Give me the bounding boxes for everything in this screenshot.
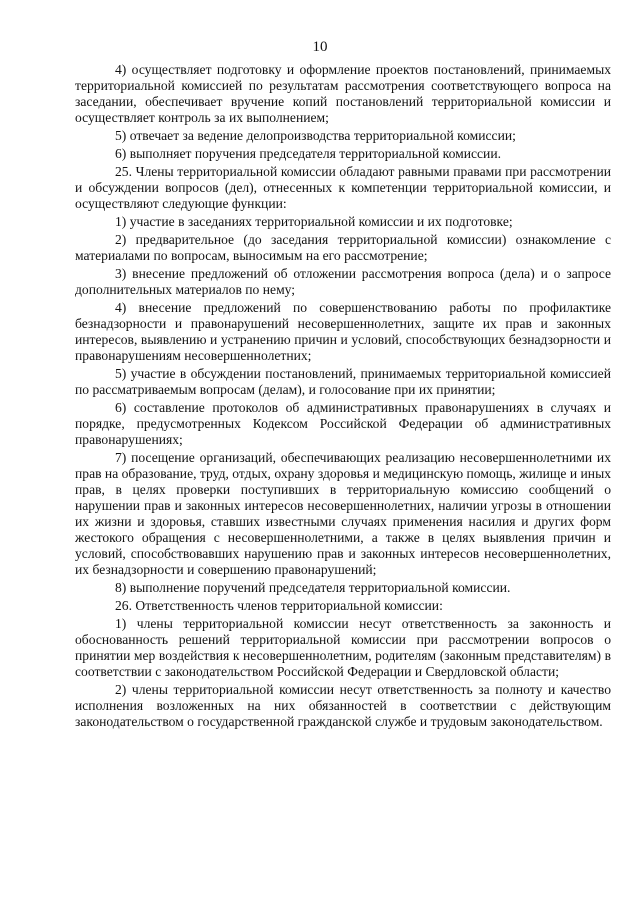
paragraph: 4) внесение предложений по совершенствованию работы по профилактике безнадзорности и правонарушений несовершеннолетних, защите их прав и законных интересов, выявлению и устранению причин и условий, способствующих безнадзорности и правонарушениям несовершеннолетних; — [75, 300, 611, 363]
paragraph: 5) отвечает за ведение делопроизводства территориальной комиссии; — [115, 128, 516, 143]
paragraph: 1) члены территориальной комиссии несут ответственность за законность и обоснованность решений территориальной комиссии при рассмотрении вопросов о принятии мер воздействия к несовершеннолетним, родителям (законным представителям) в соответствии с законодательством Российской Федерации и Свердловской области; — [75, 616, 611, 679]
paragraph: 6) выполняет поручения председателя территориальной комиссии. — [115, 146, 502, 161]
paragraph: 6) составление протоколов об административных правонарушениях в случаях и порядке, предусмотренных Кодексом Российской Федерации об административных правонарушениях; — [75, 400, 611, 447]
paragraph: 4) осуществляет подготовку и оформление проектов постановлений, принимаемых территориальной комиссией по результатам рассмотрения соответствующего вопроса на заседании, обеспечивает вручение копий постановлений территориальной комиссии и осуществляет контроль за их выполнением; — [75, 62, 611, 125]
paragraph: 2) предварительное (до заседания территориальной комиссии) ознакомление с материалами по вопросам, выносимым на его рассмотрение; — [75, 232, 611, 263]
paragraph: 7) посещение организаций, обеспечивающих реализацию несовершеннолетними их прав на образование, труд, отдых, охрану здоровья и медицинскую помощь, жилище и иных прав, в целях проверки поступивших в территориальную комиссию сообщений о нарушении прав и законных интересов несовершеннолетних, наличии угрозы в отношении их жизни и здоровья, ставших известными случаях применения насилия и других форм жестокого обращения с несовершеннолетними, а также в целях выявления причин и условий, способствовавших нарушению прав и законных интересов несовершеннолетних, их безнадзорности и совершению правонарушений; — [75, 450, 611, 577]
paragraph: 26. Ответственность членов территориальной комиссии: — [115, 598, 443, 613]
paragraph: 1) участие в заседаниях территориальной комиссии и их подготовке; — [115, 214, 513, 229]
page-number: 10 — [312, 39, 328, 55]
paragraph: 5) участие в обсуждении постановлений, принимаемых территориальной комиссией по рассматриваемым вопросам (делам), и голосование при их принятии; — [75, 366, 611, 397]
paragraph: 25. Члены территориальной комиссии обладают равными правами при рассмотрении и обсуждении вопросов (дел), отнесенных к компетенции территориальной комиссии, и осуществляют следующие функции: — [75, 164, 611, 211]
document-body — [75, 62, 611, 732]
paragraph: 2) члены территориальной комиссии несут ответственность за полноту и качество исполнения возложенных на них обязанностей в соответствии с действующим законодательством о государственной гражданской службе и трудовым законодательством. — [75, 682, 611, 729]
paragraph: 8) выполнение поручений председателя территориальной комиссии. — [115, 580, 511, 595]
paragraph: 3) внесение предложений об отложении рассмотрения вопроса (дела) и о запросе дополнительных материалов по нему; — [75, 266, 611, 297]
